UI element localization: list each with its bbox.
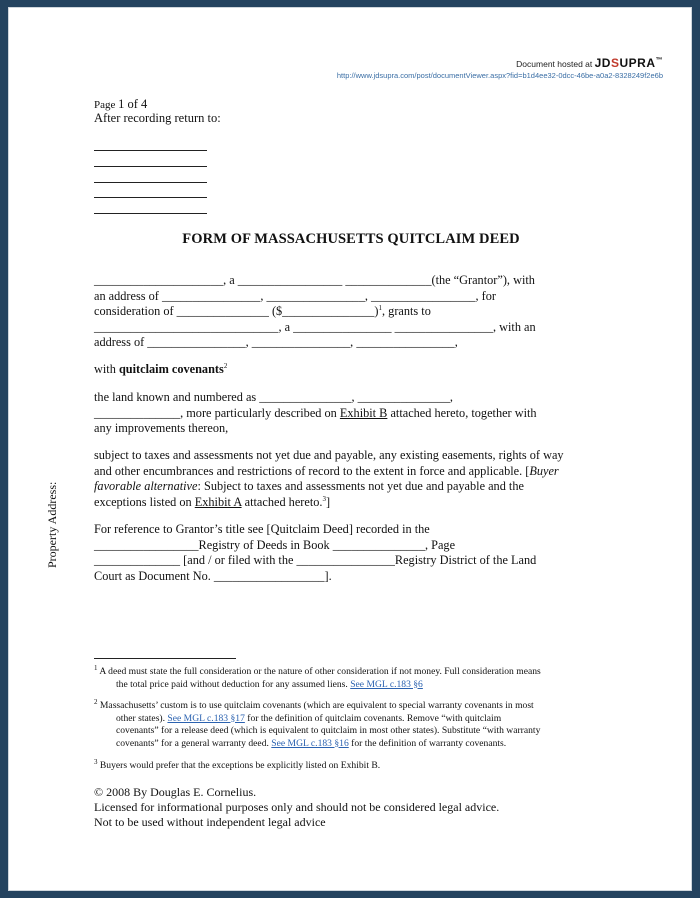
land-paragraph: the land known and numbered as _______________, _______________, ______________, more particularly described on Exhibit B attached hereto, together with any improvements thereon,: [94, 390, 537, 435]
exhibit-a-ref: Exhibit A: [194, 494, 242, 509]
title-reference-paragraph: For reference to Grantor’s title see [Quitclaim Deed] recorded in the _________________Registry of Deeds in Book _______________, Page ______________ [and / or filed with the ________________Registry District of the Land Court as Document No. __________________].: [94, 522, 537, 583]
grantee-line-2: address of ________________, ________________, ________________,: [94, 335, 458, 349]
return-address-line: [94, 150, 207, 151]
document-url[interactable]: http://www.jdsupra.com/post/documentViewer.aspx?fid=b1d4ee32-0dcc-46be-a0a2-8328249f2e6b: [336, 71, 663, 80]
return-address-line: [94, 166, 207, 167]
return-address-line: [94, 182, 207, 183]
jdsupra-logo[interactable]: JDSUPRA™: [594, 56, 663, 70]
grantee-line-1: ______________________________, a ________________ ________________, with an: [94, 319, 536, 334]
page-number: Page 1 of 4: [94, 97, 148, 111]
grantor-line-2: an address of ________________, ________________, _________________, for: [94, 288, 497, 303]
footnote-2: $^2$ Massachusetts’ custom is to use quitclaim covenants (which are equivalent to special warranty covenants in most other states). See MGL c.183 §17 for the definition of quitclaim covenants. Remove “with quitclaim covenants” for a release deed (which is equivalent to quitclaim in most other states). Substitute “with warranty covenants” for a general warranty deed. See MGL c.183 §16 for the definition of warranty covenants.: [94, 697, 541, 749]
property-address-label: Property Address:: [45, 481, 59, 568]
copyright-notice: © 2008 By Douglas E. Cornelius. Licensed for informational purposes only and should not be considered legal advice. Not to be used without independent legal advice: [94, 785, 500, 829]
grantor-line-1: _____________________, a _________________ ______________(the “Grantor”), with: [94, 273, 535, 287]
document-page: [8, 7, 692, 891]
mgl-183-17-link[interactable]: See MGL c.183 §17: [167, 712, 245, 724]
subject-to-paragraph: subject to taxes and assessments not yet due and payable, any existing easements, rights of way and other encumbrances and restrictions of record to the extent in force and applicable. [Buyer favorable alternative: Subject to taxes and assessments not yet due and payable and the exceptions listed on Exhibit A attached hereto.$^3$]: [94, 448, 564, 509]
grantor-line-3: consideration of _______________ ($_______________)$^1$, grants to: [94, 303, 431, 318]
hosted-by-notice: [516, 56, 663, 70]
footnote-divider: [94, 658, 236, 659]
return-address-line: [94, 197, 207, 198]
covenants-line: with quitclaim covenants$^2$: [94, 361, 228, 376]
exhibit-b-ref: Exhibit B: [339, 405, 388, 420]
footnote-3: $^3$ Buyers would prefer that the exceptions be explicitly listed on Exhibit B.: [94, 757, 381, 771]
grantor-paragraph: [94, 273, 614, 351]
footnote-1: $^1$ A deed must state the full consideration or the nature of other consideration if not money. Full consideration means the total price paid without deduction for any assumed liens. See MGL c.183 §6: [94, 663, 541, 690]
deed-title: FORM OF MASSACHUSETTS QUITCLAIM DEED: [182, 231, 520, 247]
mgl-183-16-link[interactable]: See MGL c.183 §16: [271, 737, 349, 749]
after-recording-label: After recording return to:: [94, 111, 221, 125]
mgl-183-6-link[interactable]: See MGL c.183 §6: [350, 678, 423, 690]
hosted-prefix: Document hosted at: [516, 59, 593, 69]
return-address-line: [94, 213, 207, 214]
